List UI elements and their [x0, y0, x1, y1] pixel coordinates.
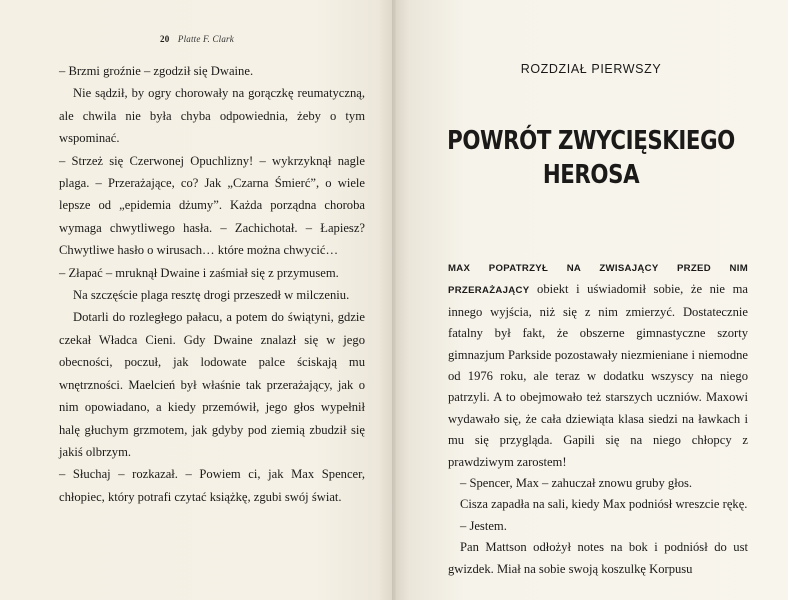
paragraph: Nie sądził, by ogry chorowały na gorączkę reumatyczną, ale chwila nie była chyba odpowiednia, żeby o tym wspominać.: [59, 86, 365, 146]
page-number: 20: [160, 34, 170, 44]
gutter-shadow: [392, 0, 396, 600]
opening-paragraph-text: obiekt i uświadomił sobie, że nie ma innego wyjścia, niż się z nim zmierzyć. Dostatecznie fatalny był fakt, że obszerne gimnastyczne szorty gimnazjum Parkside pozostawały niezmieniane i niemodne od 1976 roku, ale teraz w dodatku wszyscy na niego patrzyli. A to obejmowało też starszych uczniów. Maxowi wydawało się, że cała dziewiąta klasa siedzi na ławkach i mu się przygląda. Gapili się na niego chłopcy z prawdziwym zarostem!: [448, 282, 748, 469]
paragraph: Na szczęście plaga resztę drogi przeszedł w milczeniu.: [73, 288, 350, 303]
paragraph: Cisza zapadła na sali, kiedy Max podniósł wreszcie rękę.: [460, 497, 748, 512]
lead-in: MAX POPATRZYŁ NA ZWISAJĄCY PRZED NIM PRZERAŻAJĄCY: [448, 263, 748, 297]
chapter-label: ROZDZIAŁ PIERWSZY: [520, 62, 662, 76]
paragraph: Pan Mattson odłożył notes na bok i podniósł do ust gwizdek. Miał na sobie swoją koszulkę Korpusu: [448, 540, 748, 576]
opening-paragraph: [448, 257, 748, 473]
running-head: [0, 34, 394, 44]
right-page: [394, 0, 788, 600]
paragraph: – Jestem.: [460, 518, 507, 533]
paragraph: – Strzeż się Czerwonej Opuchlizny! – wykrzyknął nagle plaga. – Przerażające, co? Jak „Czarna Śmierć”, o wiele lepsze od „epidemia dżumy”. Każda porządna choroba wymaga chwytliwego hasła. – Zachichotał. – Łapiesz? Chwytliwe hasło o wirusach… które można chwycić…: [59, 153, 365, 258]
chapter-title: [429, 124, 752, 192]
chapter-title-line: POWRÓT ZWYCIĘSKIEGO: [447, 126, 735, 156]
paragraph: Dotarli do rozległego pałacu, a potem do świątyni, gdzie czekał Władca Cieni. Gdy Dwaine znalazł się w jego obecności, poczuł, jak lodowate palce ściskają mu wnętrzności. Maelcień był właśnie tak przerażający, jak o nim opowiadano, a kiedy przemówił, jego głos wypełnił halę głuchym grzmotem, jak gdyby pod ziemią zbudził się jakiś olbrzym.: [59, 310, 365, 459]
running-author: Platte F. Clark: [177, 34, 234, 44]
paragraph: – Słuchaj – rozkazał. – Powiem ci, jak Max Spencer, chłopiec, który potrafi czytać książkę, zgubi swój świat.: [59, 467, 365, 504]
paragraph: – Spencer, Max – zahuczał znowu gruby głos.: [460, 476, 693, 491]
chapter-title-line: HEROSA: [542, 160, 640, 190]
paragraph: – Brzmi groźnie – zgodził się Dwaine.: [59, 64, 254, 78]
left-text-block: [59, 60, 365, 508]
paragraph: – Złapać – mruknął Dwaine i zaśmiał się z przymusem.: [59, 265, 339, 280]
right-text-block: [448, 257, 748, 580]
